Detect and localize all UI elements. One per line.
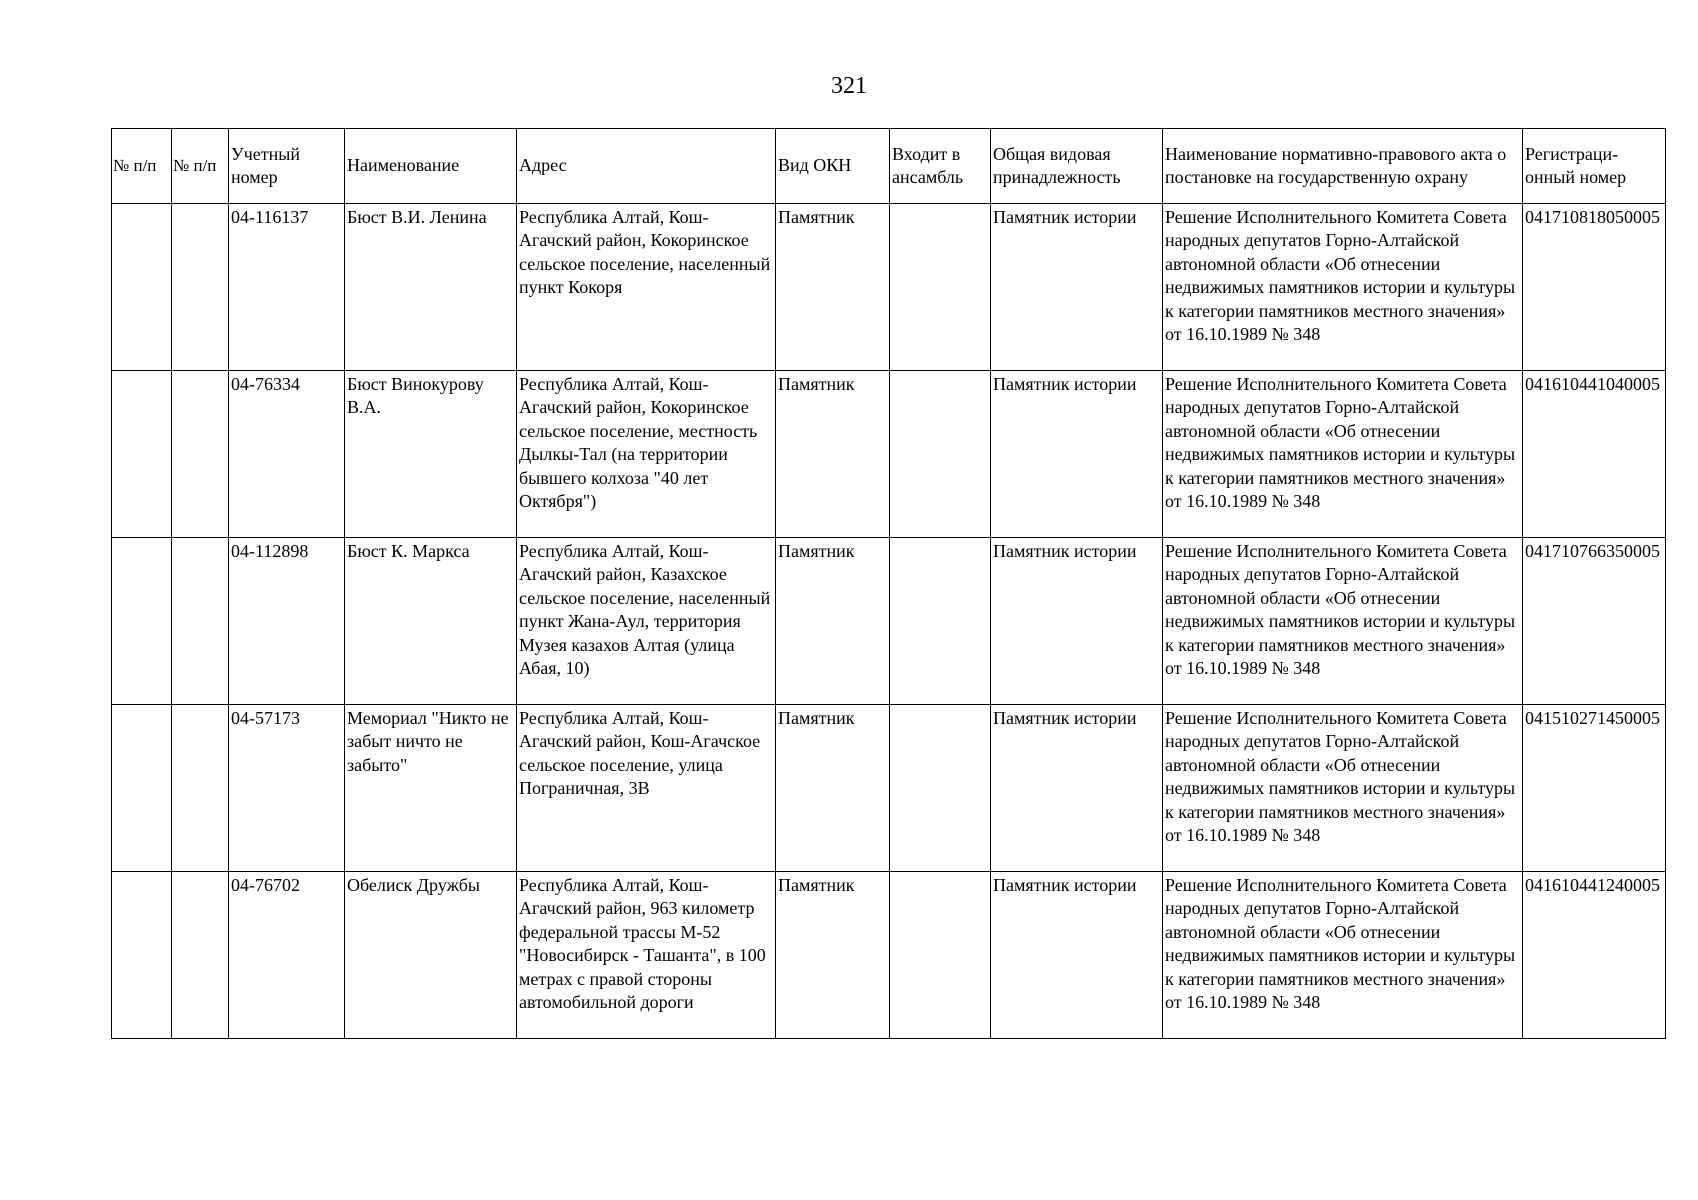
- table-body: [112, 204, 1666, 1039]
- table-row: [112, 204, 1666, 371]
- cell-category: Памятник истории: [991, 872, 1163, 1039]
- cell-ensemble: [890, 872, 991, 1039]
- cell-act: Решение Исполнительного Комитета Совета народных депутатов Горно-Алтайской автономной области «Об отнесении недвижимых памятников истории и культуры к категории памятников местного значения» от 16.10.1989 № 348: [1163, 371, 1523, 538]
- cell-reg-number: 041510271450005: [1523, 705, 1666, 872]
- page-number: 321: [831, 73, 867, 99]
- heritage-registry-table: [111, 128, 1666, 1039]
- cell-okn-type: Памятник: [776, 371, 890, 538]
- cell-ensemble: [890, 204, 991, 371]
- header-okn-type: Вид ОКН: [776, 129, 890, 204]
- cell-num-1: [112, 872, 172, 1039]
- header-category: Общая видовая принадлежность: [991, 129, 1163, 204]
- cell-account-number: 04-112898: [229, 538, 345, 705]
- cell-category: Памятник истории: [991, 371, 1163, 538]
- cell-category: Памятник истории: [991, 705, 1163, 872]
- table-row: [112, 705, 1666, 872]
- cell-address: Республика Алтай, Кош-Агачский район, 963 километр федеральной трассы М-52 "Новосибирск - Ташанта", в 100 метрах с правой стороны автомобильной дороги: [517, 872, 776, 1039]
- header-act: Наименование нормативно-правового акта о постановке на государственную охрану: [1163, 129, 1523, 204]
- table-row: [112, 872, 1666, 1039]
- cell-account-number: 04-76702: [229, 872, 345, 1039]
- cell-act: Решение Исполнительного Комитета Совета народных депутатов Горно-Алтайской автономной области «Об отнесении недвижимых памятников истории и культуры к категории памятников местного значения» от 16.10.1989 № 348: [1163, 204, 1523, 371]
- table-row: [112, 538, 1666, 705]
- cell-num-1: [112, 705, 172, 872]
- cell-num-1: [112, 538, 172, 705]
- cell-category: Памятник истории: [991, 538, 1163, 705]
- cell-category: Памятник истории: [991, 204, 1163, 371]
- cell-ensemble: [890, 705, 991, 872]
- cell-num-2: [172, 371, 229, 538]
- header-row: [112, 129, 1666, 204]
- table-row: [112, 371, 1666, 538]
- cell-name: Бюст В.И. Ленина: [345, 204, 517, 371]
- cell-reg-number: 041710766350005: [1523, 538, 1666, 705]
- cell-ensemble: [890, 371, 991, 538]
- table-header: [112, 129, 1666, 204]
- cell-address: Республика Алтай, Кош-Агачский район, Казахское сельское поселение, населенный пункт Жана-Аул, территория Музея казахов Алтая (улица Абая, 10): [517, 538, 776, 705]
- cell-address: Республика Алтай, Кош-Агачский район, Кокоринское сельское поселение, населенный пункт Кокоря: [517, 204, 776, 371]
- cell-account-number: 04-57173: [229, 705, 345, 872]
- cell-act: Решение Исполнительного Комитета Совета народных депутатов Горно-Алтайской автономной области «Об отнесении недвижимых памятников истории и культуры к категории памятников местного значения» от 16.10.1989 № 348: [1163, 872, 1523, 1039]
- cell-name: Обелиск Дружбы: [345, 872, 517, 1039]
- cell-num-1: [112, 204, 172, 371]
- cell-okn-type: Памятник: [776, 538, 890, 705]
- cell-reg-number: 041610441040005: [1523, 371, 1666, 538]
- header-num-1: № п/п: [112, 129, 172, 204]
- header-ensemble: Входит в ансамбль: [890, 129, 991, 204]
- header-name: Наименование: [345, 129, 517, 204]
- cell-name: Бюст Винокурову В.А.: [345, 371, 517, 538]
- header-account-number: Учетный номер: [229, 129, 345, 204]
- header-address: Адрес: [517, 129, 776, 204]
- cell-address: Республика Алтай, Кош-Агачский район, Кокоринское сельское поселение, местность Дылкы-Тал (на территории бывшего колхоза "40 лет Октября"): [517, 371, 776, 538]
- cell-name: Бюст К. Маркса: [345, 538, 517, 705]
- cell-act: Решение Исполнительного Комитета Совета народных депутатов Горно-Алтайской автономной области «Об отнесении недвижимых памятников истории и культуры к категории памятников местного значения» от 16.10.1989 № 348: [1163, 705, 1523, 872]
- cell-ensemble: [890, 538, 991, 705]
- header-num-2: № п/п: [172, 129, 229, 204]
- cell-address: Республика Алтай, Кош-Агачский район, Кош-Агачское сельское поселение, улица Пограничная, 3В: [517, 705, 776, 872]
- cell-num-2: [172, 204, 229, 371]
- cell-reg-number: 041710818050005: [1523, 204, 1666, 371]
- cell-okn-type: Памятник: [776, 705, 890, 872]
- header-reg-number: Регистраци-онный номер: [1523, 129, 1666, 204]
- cell-reg-number: 041610441240005: [1523, 872, 1666, 1039]
- cell-name: Мемориал "Никто не забыт ничто не забыто": [345, 705, 517, 872]
- cell-num-2: [172, 872, 229, 1039]
- cell-num-2: [172, 705, 229, 872]
- cell-account-number: 04-116137: [229, 204, 345, 371]
- cell-num-1: [112, 371, 172, 538]
- cell-okn-type: Памятник: [776, 204, 890, 371]
- cell-num-2: [172, 538, 229, 705]
- cell-okn-type: Памятник: [776, 872, 890, 1039]
- cell-account-number: 04-76334: [229, 371, 345, 538]
- cell-act: Решение Исполнительного Комитета Совета народных депутатов Горно-Алтайской автономной области «Об отнесении недвижимых памятников истории и культуры к категории памятников местного значения» от 16.10.1989 № 348: [1163, 538, 1523, 705]
